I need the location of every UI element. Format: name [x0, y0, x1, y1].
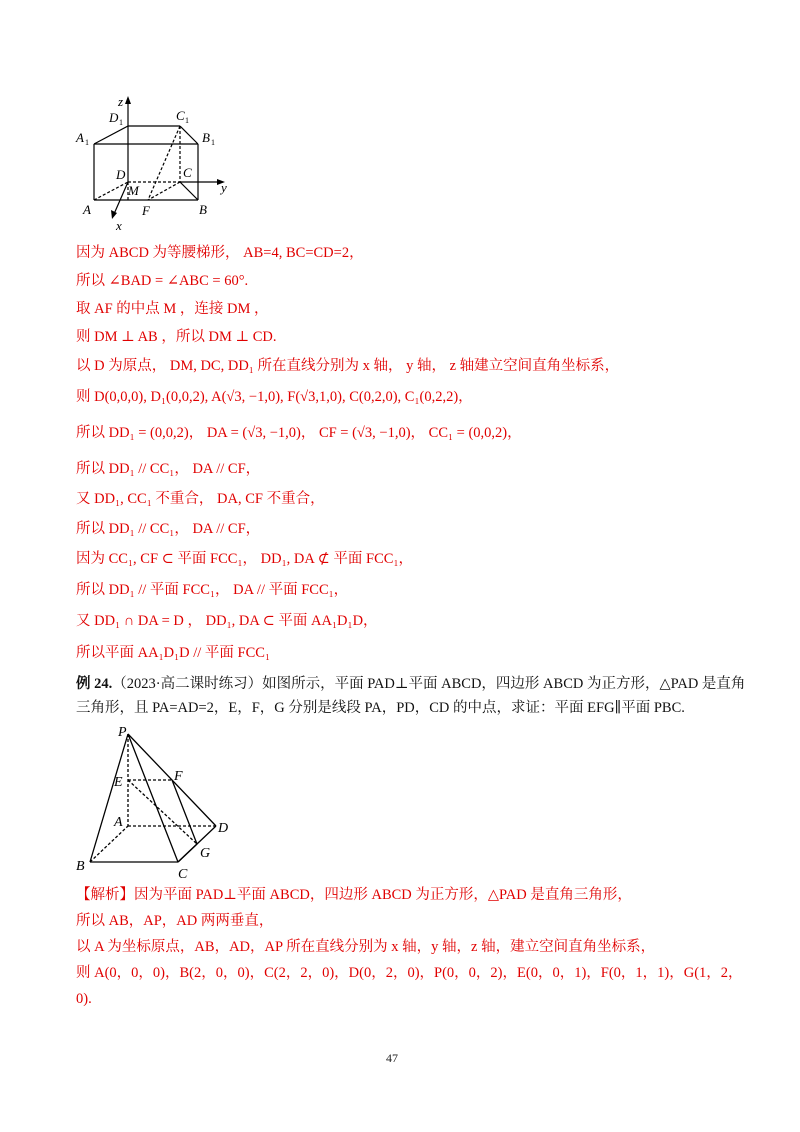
fig1-label-x: x [116, 218, 122, 233]
solution1-line-11: 因为 CC₁, CF ⊂ 平面 FCC₁， DD₁, DA ⊄ 平面 FCC₁， [76, 551, 413, 567]
solution1-line-3: 取 AF 的中点 M ，连接 DM ， [76, 301, 269, 317]
fig1-label-z: z [118, 94, 124, 109]
solution1-line-7: 所以 DD₁ = (0,0,2)， DA = (√3, −1,0)， CF = (√3, −1,0)， CC₁ = (0,0,2)， [76, 425, 522, 441]
fig1-label-c1: C [176, 108, 185, 123]
fig2-label-c: C [178, 867, 188, 882]
solution1-line-12: 所以 DD₁ // 平面 FCC₁， DA // 平面 FCC₁， [76, 582, 349, 598]
fig1-label-b: B [199, 202, 207, 217]
example24-line-1 [76, 674, 745, 694]
solution2-line-3: 以 A 为坐标原点，AB，AD，AP 所在直线分别为 x 轴，y 轴，z 轴，建立空间直角坐标系， [76, 939, 656, 955]
solution1-line-9: 又 DD₁, CC₁ 不重合， DA, CF 不重合， [76, 491, 325, 507]
solution1-line-2: 所以 ∠BAD = ∠ABC = 60°. [76, 273, 249, 289]
example24-text-1: （2023·高二课时练习）如图所示，平面 PAD⊥平面 ABCD，四边形 ABCD 为正方形，△PAD 是直角 [112, 676, 746, 692]
solution2-text-1: 因为平面 PAD⊥平面 ABCD，四边形 ABCD 为正方形，△PAD 是直角三角形， [134, 887, 632, 903]
fig1-label-d: D [116, 167, 126, 182]
fig1-label-b1-sub: 1 [211, 138, 215, 147]
fig1-label-a1-sub: 1 [85, 138, 89, 147]
solution1-line-10: 所以 DD₁ // CC₁， DA // CF， [76, 521, 261, 537]
fig1-label-c: C [183, 165, 192, 180]
fig2-label-e: E [114, 775, 123, 790]
fig1-label-y: y [221, 180, 227, 195]
fig1-label-a: A [83, 202, 91, 217]
solution1-line-13: 又 DD₁ ∩ DA = D ， DD₁, DA ⊂ 平面 AA₁D₁D， [76, 613, 378, 629]
fig2-label-d: D [218, 821, 229, 836]
fig1-label-f: F [142, 203, 150, 218]
solution1-line-1: 因为 ABCD 为等腰梯形， AB=4, BC=CD=2， [76, 245, 364, 261]
fig1-label-c1-sub: 1 [185, 116, 189, 125]
fig1-label-a1: A [76, 130, 84, 145]
fig2-label-a: A [114, 815, 123, 830]
fig2-label-f: F [174, 769, 183, 784]
fig1-label-d1: D [109, 110, 119, 125]
solution2-tag: 【解析】 [76, 887, 134, 903]
fig1-label-d1-sub: 1 [119, 118, 123, 127]
solution1-line-14: 所以平面 AA₁D₁D // 平面 FCC₁ [76, 645, 271, 661]
fig1-label-b1: B [202, 130, 210, 145]
example24-line-2: 三角形，且 PA=AD=2，E，F，G 分别是线段 PA，PD，CD 的中点，求证：平面 EFG∥平面 PBC. [76, 700, 685, 716]
solution2-line-4: 则 A(0，0，0)，B(2，0，0)，C(2，2，0)，D(0，2，0)，P(0，0，2)，E(0，0，1)，F(0，1，1)，G(1，2， [76, 965, 743, 981]
solution2-line-5: 0). [76, 991, 92, 1007]
solution2-line-1 [76, 885, 632, 905]
solution1-line-8: 所以 DD₁ // CC₁， DA // CF， [76, 461, 261, 477]
fig2-label-p: P [118, 725, 127, 740]
solution2-line-2: 所以 AB，AP，AD 两两垂直， [76, 913, 274, 929]
fig2-label-g: G [200, 846, 211, 861]
solution1-line-4: 则 DM ⊥ AB ，所以 DM ⊥ CD. [76, 329, 277, 345]
pyramid-figure [70, 722, 240, 882]
fig2-label-b: B [76, 859, 85, 874]
fig1-label-m: M [128, 183, 139, 198]
page-number: 47 [386, 1051, 398, 1065]
solution1-line-5: 以 D 为原点， DM, DC, DD₁ 所在直线分别为 x 轴， y 轴， z 轴建立空间直角坐标系， [76, 358, 620, 374]
example24-label: 例 24. [76, 676, 113, 692]
prism-figure [70, 92, 240, 234]
solution1-line-6: 则 D(0,0,0), D₁(0,0,2), A(√3, −1,0), F(√3,1,0), C(0,2,0), C₁(0,2,2)， [76, 389, 473, 405]
